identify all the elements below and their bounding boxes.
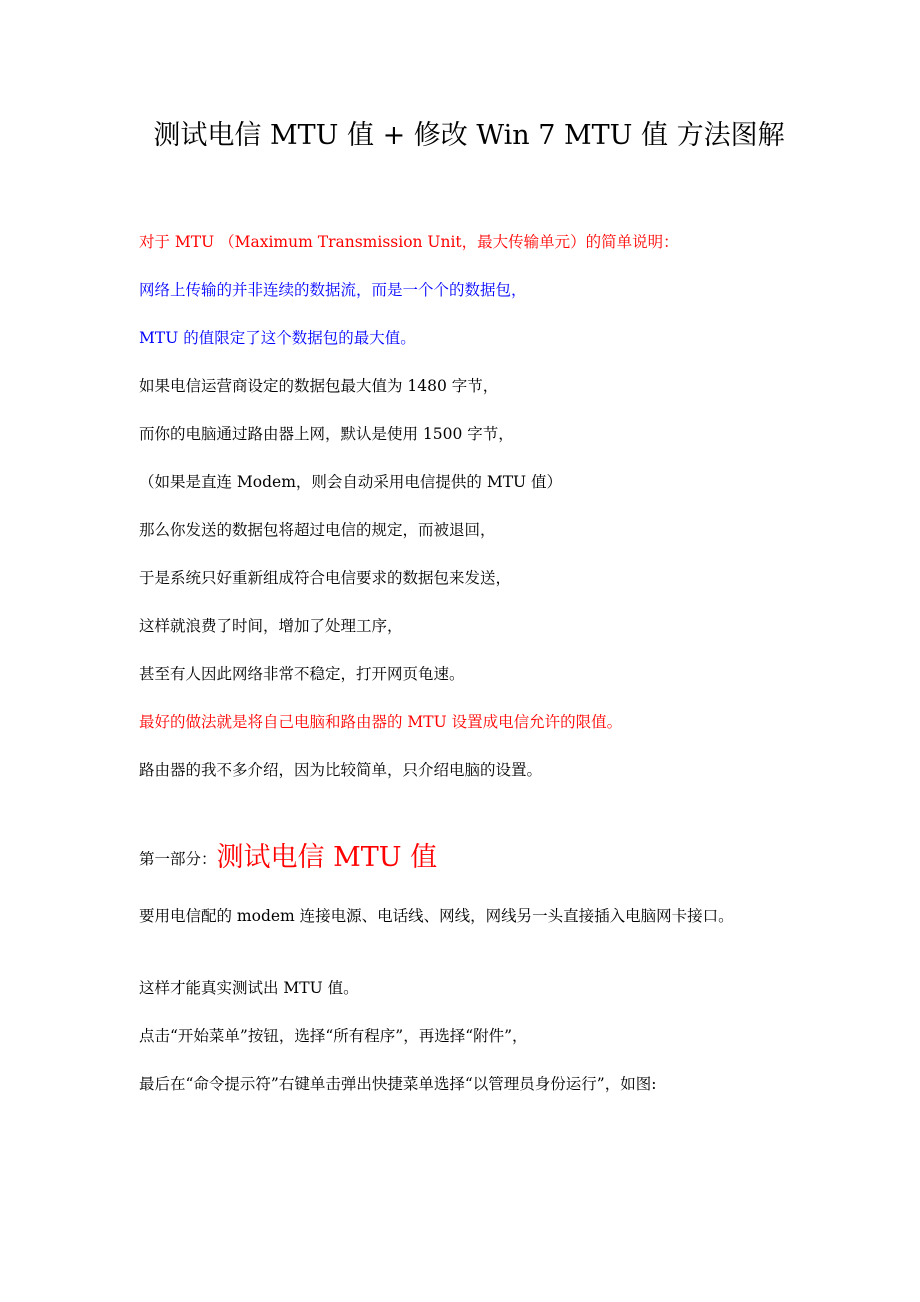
intro-line-rejected: 那么你发送的数据包将超过电信的规定，而被退回，	[139, 521, 496, 539]
intro-line-1480: 如果电信运营商设定的数据包最大值为 1480 字节，	[139, 377, 499, 395]
intro-line-router-note: 路由器的我不多介绍，因为比较简单，只介绍电脑的设置。	[139, 761, 543, 779]
intro-line-waste: 这样就浪费了时间，增加了处理工序，	[139, 617, 403, 635]
section-1-prefix: 第一部分：	[139, 850, 217, 868]
intro-line-mtu-limit: MTU 的值限定了这个数据包的最大值。	[139, 329, 416, 347]
intro-line-modem: （如果是直连 Modem，则会自动采用电信提供的 MTU 值）	[139, 473, 563, 491]
body-paragraph-modem: 要用电信配的 modem 连接电源、电话线、网线，网线另一头直接插入电脑网卡接口。	[139, 907, 734, 925]
section-1-title: 测试电信 MTU 值	[216, 842, 438, 873]
intro-line-unstable: 甚至有人因此网络非常不稳定，打开网页龟速。	[139, 665, 465, 683]
intro-line-1500: 而你的电脑通过路由器上网，默认是使用 1500 字节，	[139, 425, 514, 443]
page-title: 测试电信 MTU 值 + 修改 Win 7 MTU 值 方法图解	[153, 120, 785, 151]
intro-line-mtu-definition: 对于 MTU （Maximum Transmission Unit，最大传输单元）的简单说明：	[139, 233, 679, 251]
body-line-real-test: 这样才能真实测试出 MTU 值。	[139, 979, 359, 997]
body-line-start-menu: 点击“开始菜单”按钮，选择“所有程序”，再选择“附件”，	[139, 1027, 528, 1045]
intro-line-best-practice: 最好的做法就是将自己电脑和路由器的 MTU 设置成电信允许的限值。	[139, 713, 623, 731]
body-line-run-as-admin: 最后在“命令提示符”右键单击弹出快捷菜单选择“以管理员身份运行”，如图:	[139, 1075, 657, 1093]
intro-line-repack: 于是系统只好重新组成符合电信要求的数据包来发送，	[139, 569, 512, 587]
section-1-heading	[139, 838, 437, 879]
intro-line-packets: 网络上传输的并非连续的数据流，而是一个个的数据包，	[139, 281, 527, 299]
